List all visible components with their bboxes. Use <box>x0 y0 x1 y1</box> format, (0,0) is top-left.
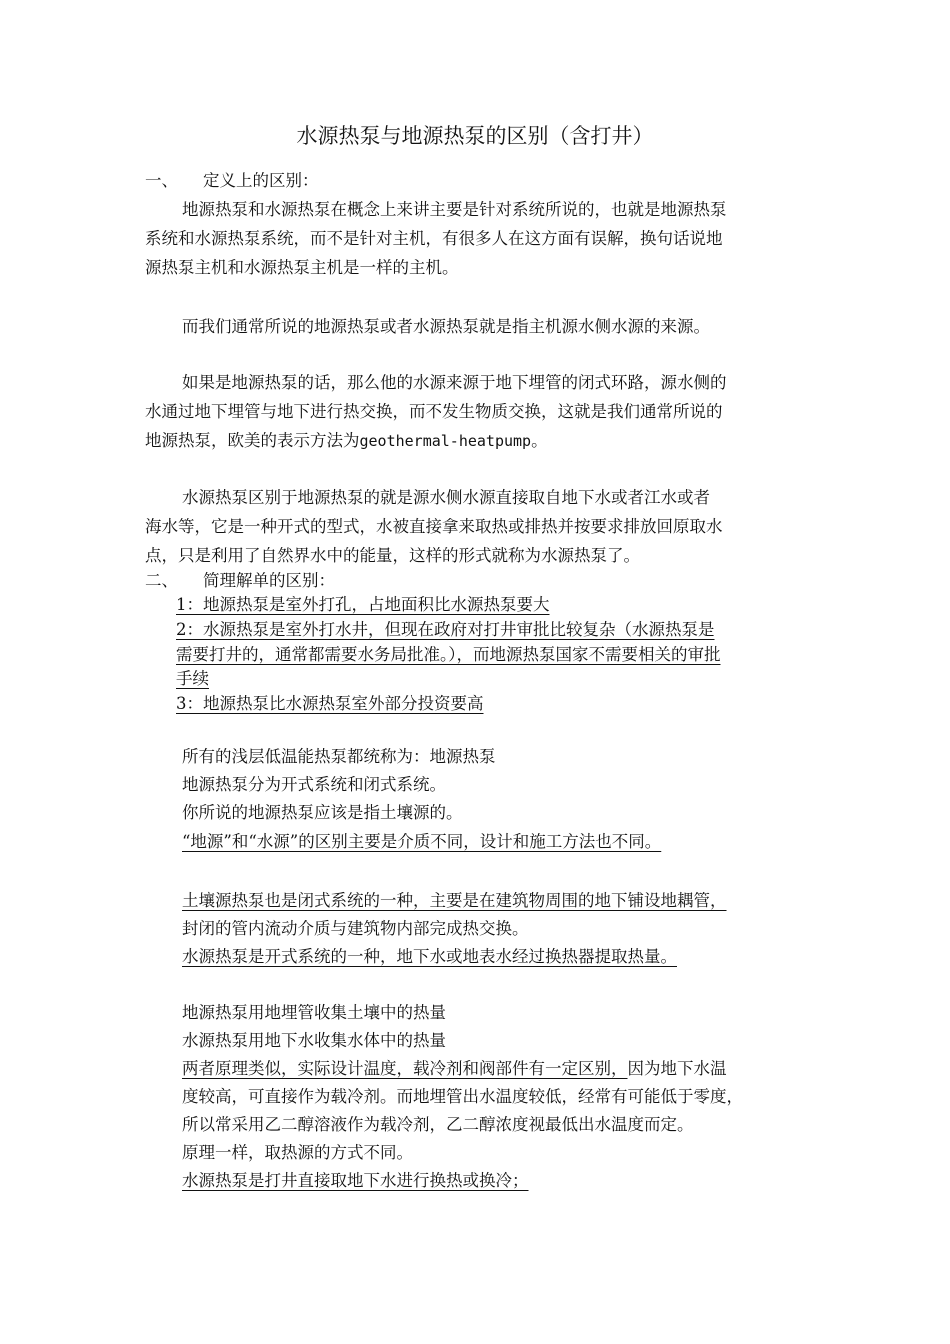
paragraph-line: 海水等，它是一种开式的型式，水被直接拿来取热或排热并按要求排放回原取水 <box>145 517 723 536</box>
text-line: 封闭的管内流动介质与建筑物内部完成热交换。 <box>182 919 529 938</box>
section1-title: 定义上的区别： <box>203 171 319 190</box>
paragraph-line: 源热泵主机和水源热泵主机是一样的主机。 <box>145 258 459 277</box>
text-line: 水源热泵是打井直接取地下水进行换热或换冷； <box>182 1171 529 1190</box>
section2-number: 二、 <box>145 571 178 590</box>
list-item: 3：地源热泵比水源热泵室外部分投资要高 <box>176 694 484 713</box>
text-line: 原理一样，取热源的方式不同。 <box>182 1143 413 1162</box>
list-item: 手续 <box>176 669 209 688</box>
section2-heading <box>145 570 335 592</box>
text-line: 所以常采用乙二醇溶液作为载冷剂，乙二醇浓度视最低出水温度而定。 <box>182 1115 694 1134</box>
list-item: 需要打井的，通常都需要水务局批准。），而地源热泵国家不需要相关的审批 <box>176 645 721 664</box>
section1-heading <box>145 170 319 192</box>
paragraph-line: 系统和水源热泵系统，而不是针对主机，有很多人在这方面有误解，换句话说地 <box>145 229 723 248</box>
paragraph-text: 地源热泵，欧美的表示方法为 <box>145 431 360 450</box>
text-line: 地源热泵用地埋管收集土壤中的热量 <box>182 1003 446 1022</box>
text-continuation: 因为地下水温 <box>627 1059 727 1078</box>
text-line: 地源热泵分为开式系统和闭式系统。 <box>182 775 446 794</box>
paragraph-punct: 。 <box>531 431 548 450</box>
paragraph-line: 水通过地下埋管与地下进行热交换，而不发生物质交换，这就是我们通常所说的 <box>145 402 723 421</box>
text-line: 水源热泵用地下水收集水体中的热量 <box>182 1031 446 1050</box>
section2-title: 简理解单的区别： <box>203 571 335 590</box>
document-title: 水源热泵与地源热泵的区别（含打井） <box>296 124 654 148</box>
text-line: 所有的浅层低温能热泵都统称为：地源热泵 <box>182 747 496 766</box>
underlined-text: 两者原理类似，实际设计温度，载冷剂和阀部件有一定区别， <box>182 1059 628 1078</box>
paragraph-line: 水源热泵区别于地源热泵的就是源水侧水源直接取自地下水或者江水或者 <box>182 488 710 507</box>
list-item: 2：水源热泵是室外打水井，但现在政府对打井审批比较复杂（水源热泵是 <box>176 620 715 639</box>
english-term: geothermal-heatpump <box>359 432 532 450</box>
paragraph-line: 而我们通常所说的地源热泵或者水源热泵就是指主机源水侧水源的来源。 <box>182 317 710 336</box>
paragraph-line: 点，只是利用了自然界水中的能量，这样的形式就称为水源热泵了。 <box>145 546 640 565</box>
paragraph-line <box>145 430 548 452</box>
text-line: 水源热泵是开式系统的一种，地下水或地表水经过换热器提取热量。 <box>182 947 677 966</box>
text-line: “地源”和“水源”的区别主要是介质不同，设计和施工方法也不同。 <box>182 832 662 851</box>
paragraph-line: 地源热泵和水源热泵在概念上来讲主要是针对系统所说的，也就是地源热泵 <box>182 200 727 219</box>
section1-number: 一、 <box>145 171 178 190</box>
text-line <box>182 1058 727 1080</box>
text-line: 你所说的地源热泵应该是指土壤源的。 <box>182 803 463 822</box>
paragraph-line: 如果是地源热泵的话，那么他的水源来源于地下埋管的闭式环路，源水侧的 <box>182 373 727 392</box>
text-line: 土壤源热泵也是闭式系统的一种，主要是在建筑物周围的地下铺设地耦管， <box>182 891 727 910</box>
text-line: 度较高，可直接作为载冷剂。而地埋管出水温度较低，经常有可能低于零度， <box>182 1087 743 1106</box>
list-item: 1：地源热泵是室外打孔，占地面积比水源热泵要大 <box>176 595 550 614</box>
